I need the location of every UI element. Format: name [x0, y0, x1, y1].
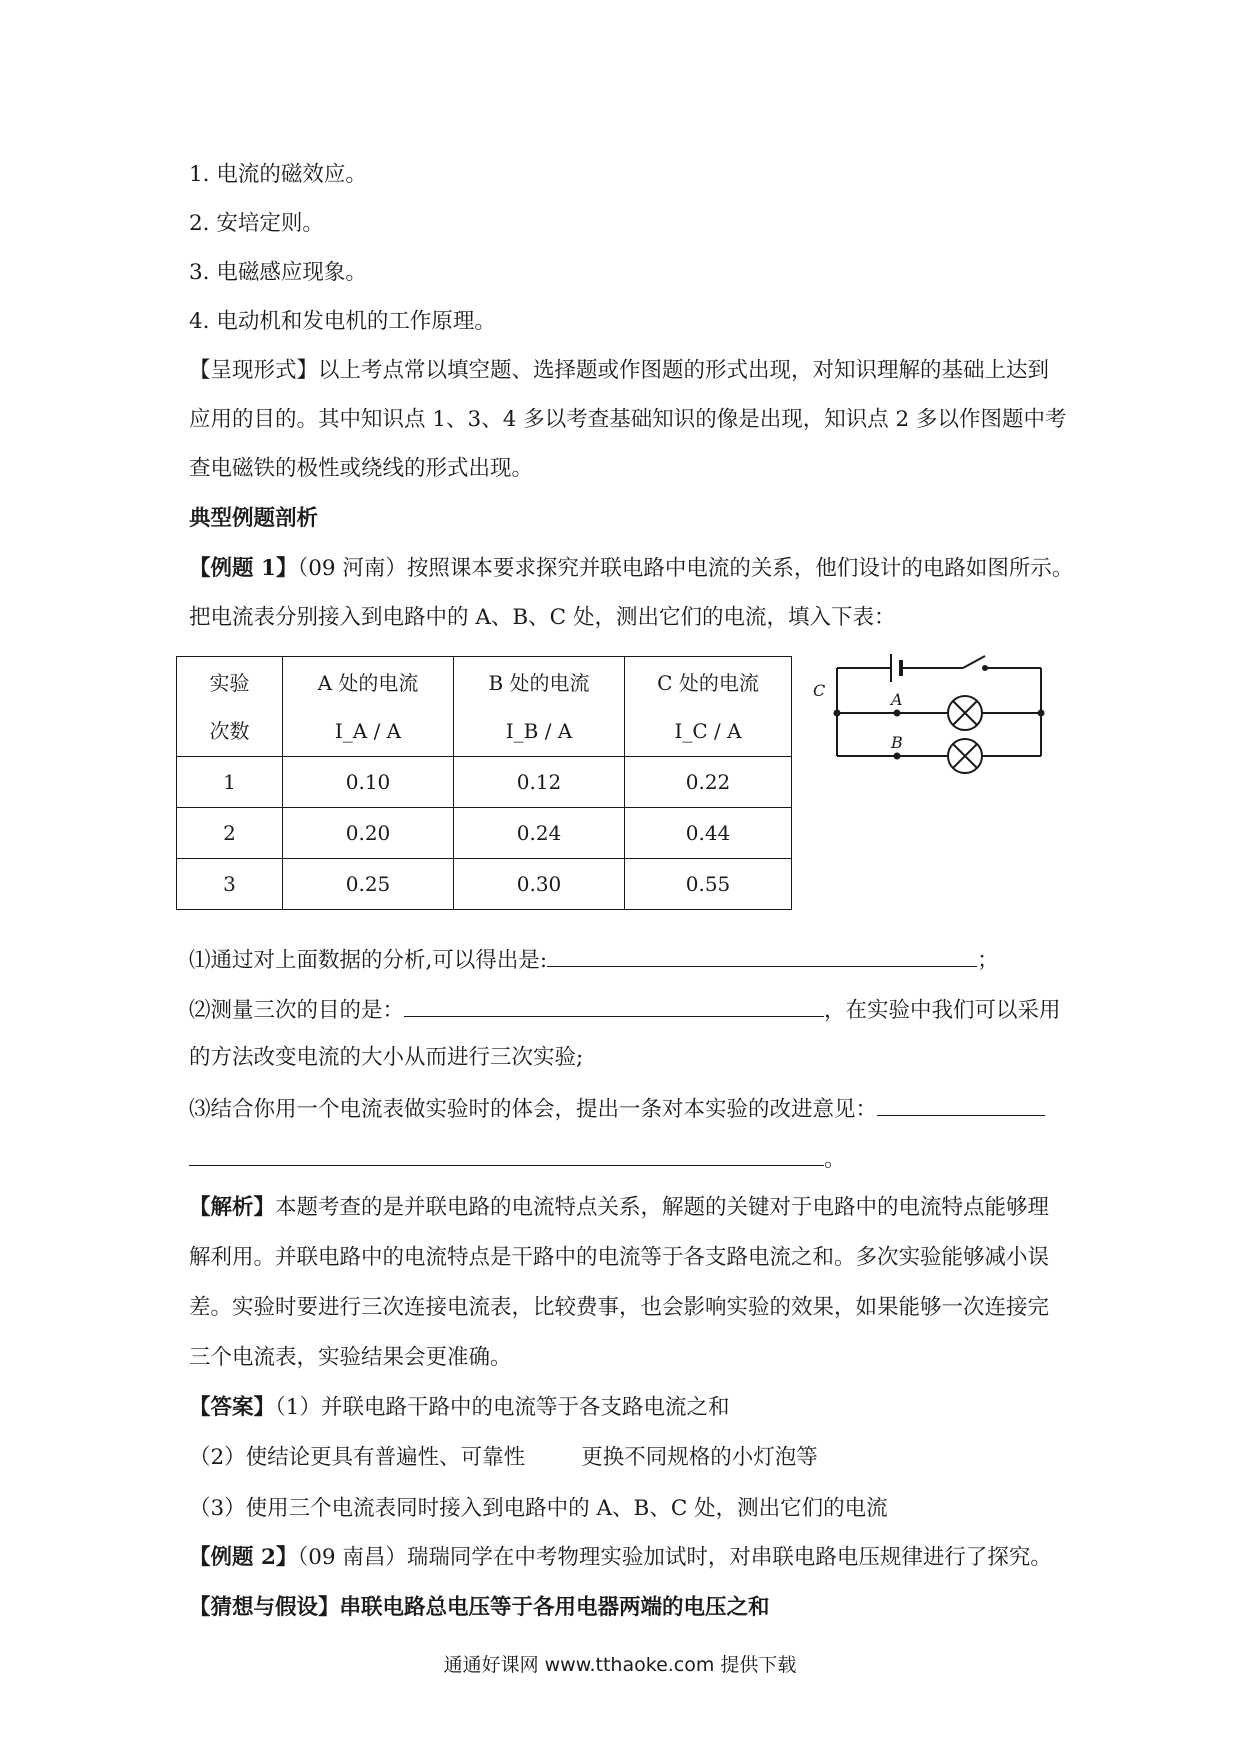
table-row [177, 757, 792, 808]
question-3 [189, 1093, 1045, 1125]
switch-lever [963, 656, 985, 668]
analysis-line-2: 解利用。并联电路中的电流特点是干路中的电流等于各支路电流之和。多次实验能够减小误 [189, 1245, 1050, 1270]
header-a-line1: A 处的电流 [317, 670, 419, 695]
example2-label: 【例题 2】 [189, 1545, 298, 1570]
presentation-line-2: 应用的目的。其中知识点 1、3、4 多以考查基础知识的像是出现，知识点 2 多以作图题中考 [189, 407, 1067, 432]
header-c-line2: I_C / A [674, 718, 742, 743]
example1-line-2: 把电流表分别接入到电路中的 A、B、C 处，测出它们的电流，填入下表： [189, 605, 896, 630]
presentation-line-3: 查电磁铁的极性或绕线的形式出现。 [189, 456, 534, 481]
question-3-end: 。 [824, 1147, 846, 1172]
analysis-line-1 [189, 1193, 1049, 1223]
header-a [283, 657, 454, 757]
question-3-line-2 [189, 1143, 846, 1175]
page-footer: 通通好课网 www.tthaoke.com 提供下载 [443, 1654, 797, 1676]
analysis-label: 【解析】 [189, 1195, 276, 1220]
table-cell: 0.55 [625, 859, 792, 910]
table-cell: 0.22 [625, 757, 792, 808]
label-c: C [813, 681, 826, 700]
section-title: 典型例题剖析 [189, 506, 319, 531]
question-1-end: ； [977, 948, 999, 973]
answer-1: （1）并联电路干路中的电流等于各支路电流之和 [275, 1395, 730, 1420]
analysis-line-3: 差。实验时要进行三次连接电流表，比较费事，也会影响实验的效果，如果能够一次连接完 [189, 1295, 1050, 1320]
hypothesis-line [189, 1593, 770, 1623]
analysis-line-4: 三个电流表，实验结果会更准确。 [189, 1345, 512, 1370]
table-cell: 3 [177, 859, 283, 910]
question-3-blank-2[interactable] [189, 1143, 824, 1166]
header-trial-line1: 实验 [209, 670, 250, 695]
example1-line-1 [189, 554, 1073, 584]
answer-2: （2）使结论更具有普遍性、可靠性 [189, 1445, 526, 1470]
question-2-mid: ，在实验中我们可以采用 [824, 998, 1061, 1023]
answer-line-3: （3）使用三个电流表同时接入到电路中的 A、B、C 处，测出它们的电流 [189, 1496, 888, 1521]
presentation-label: 【呈现形式】 [189, 358, 319, 383]
question-2-blank[interactable] [404, 994, 824, 1017]
parallel-circuit-diagram [805, 648, 1065, 778]
table-row [177, 859, 792, 910]
label-a: A [891, 690, 903, 709]
knowledge-point-2: 2. 安培定则。 [189, 211, 324, 236]
table-cell: 0.20 [283, 808, 454, 859]
table-header-row [177, 657, 792, 757]
point-a-dot [894, 710, 901, 717]
header-b [454, 657, 625, 757]
presentation-line-1 [189, 356, 1049, 386]
table-cell: 2 [177, 808, 283, 859]
knowledge-point-4: 4. 电动机和发电机的工作原理。 [189, 309, 496, 334]
hypothesis-text: 串联电路总电压等于各用电器两端的电压之和 [339, 1595, 770, 1620]
header-c-line1: C 处的电流 [657, 670, 759, 695]
example2-text: （09 南昌）瑞瑞同学在中考物理实验加试时，对串联电路电压规律进行了探究。 [297, 1545, 1052, 1570]
question-3-text: ⑶结合你用一个电流表做实验时的体会，提出一条对本实验的改进意见： [189, 1097, 878, 1122]
header-b-line2: I_B / A [505, 718, 573, 743]
table-cell: 0.44 [625, 808, 792, 859]
answer-2b: 更换不同规格的小灯泡等 [581, 1445, 818, 1470]
question-1-blank[interactable] [547, 944, 977, 967]
junction-dot [834, 710, 841, 717]
point-b-dot [894, 753, 901, 760]
question-1-text: ⑴通过对上面数据的分析,可以得出是: [189, 948, 548, 973]
example1-text-1: （09 河南）按照课本要求探究并联电路中电流的关系，他们设计的电路如图所示。 [297, 556, 1074, 581]
label-b: B [891, 733, 903, 752]
table-cell: 1 [177, 757, 283, 808]
switch-contact [982, 665, 988, 671]
table-row [177, 808, 792, 859]
table-cell: 0.12 [454, 757, 625, 808]
answer-line-1 [189, 1393, 729, 1423]
question-2 [189, 994, 1061, 1026]
example1-label: 【例题 1】 [189, 556, 298, 581]
question-2-text: ⑵测量三次的目的是： [189, 998, 405, 1023]
header-c [625, 657, 792, 757]
knowledge-point-1: 1. 电流的磁效应。 [189, 162, 367, 187]
header-a-line2: I_A / A [334, 718, 402, 743]
answer-line-2 [189, 1443, 818, 1473]
presentation-text-1: 以上考点常以填空题、选择题或作图题的形式出现，对知识理解的基础上达到 [318, 358, 1050, 383]
header-trial-line2: 次数 [209, 718, 250, 743]
answer-label: 【答案】 [189, 1395, 276, 1420]
hypothesis-label: 【猜想与假设】 [189, 1595, 340, 1620]
table-cell: 0.25 [283, 859, 454, 910]
question-1 [189, 944, 999, 976]
header-b-line1: B 处的电流 [488, 670, 590, 695]
table-cell: 0.30 [454, 859, 625, 910]
analysis-text-1: 本题考查的是并联电路的电流特点关系，解题的关键对于电路中的电流特点能够理 [275, 1195, 1050, 1220]
junction-dot [1038, 710, 1045, 717]
example2-line [189, 1543, 1052, 1573]
current-data-table [176, 656, 792, 910]
table-cell: 0.10 [283, 757, 454, 808]
question-3-blank[interactable] [877, 1093, 1045, 1116]
question-2-line-2: 的方法改变电流的大小从而进行三次实验; [189, 1045, 584, 1070]
table-cell: 0.24 [454, 808, 625, 859]
knowledge-point-3: 3. 电磁感应现象。 [189, 260, 367, 285]
header-trial [177, 657, 283, 757]
